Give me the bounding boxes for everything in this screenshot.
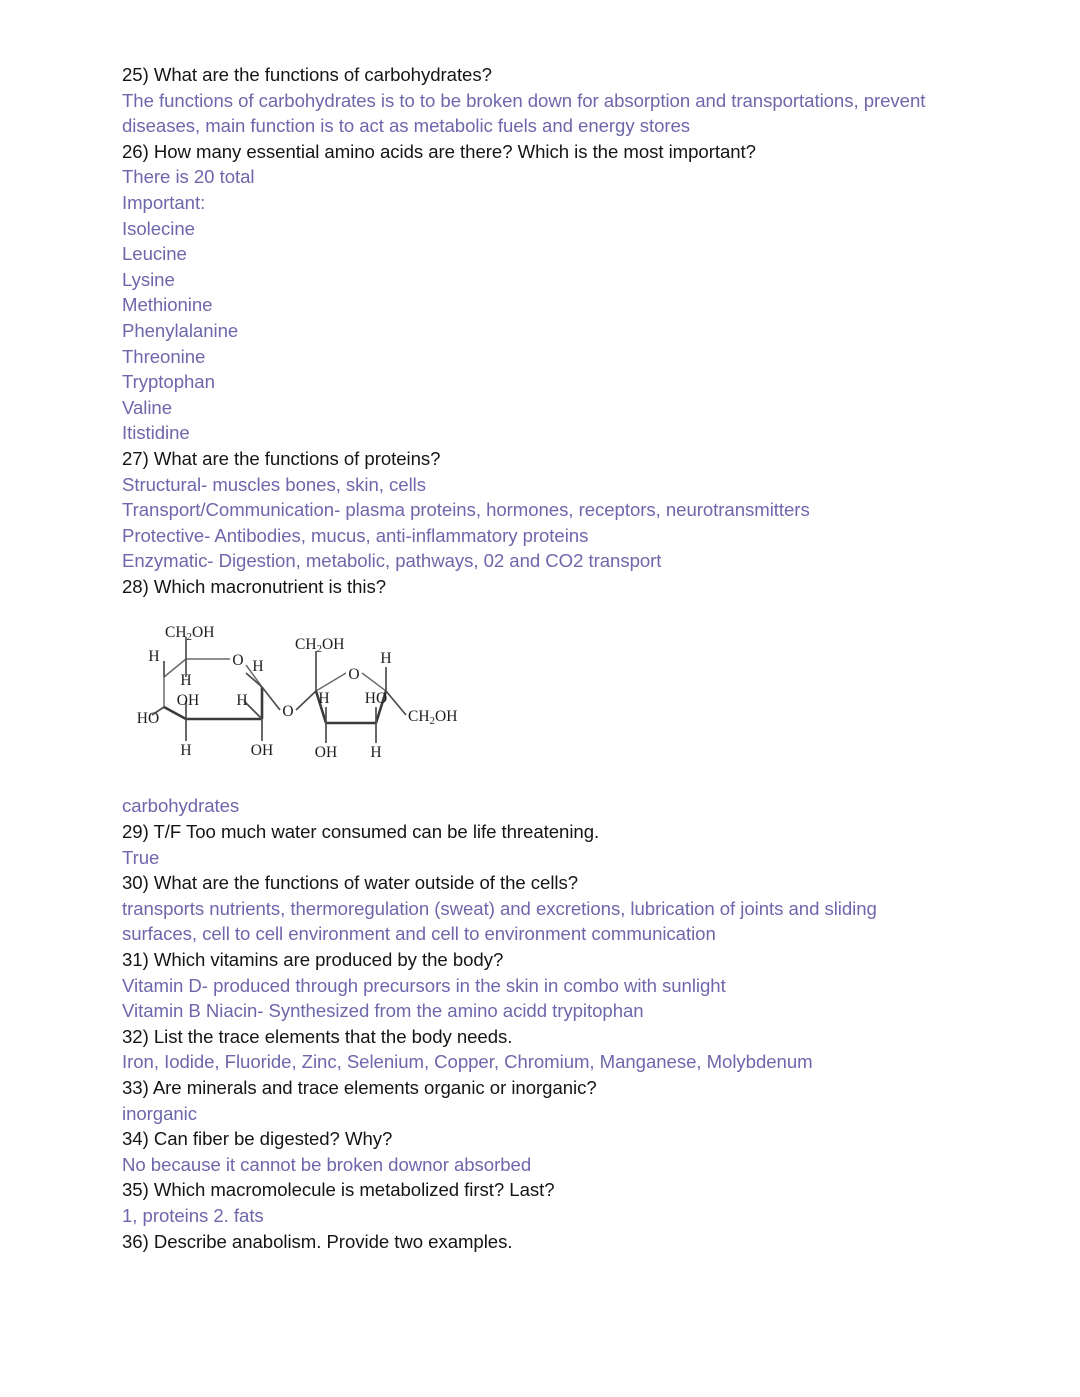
label-left-inner-oh: OH — [176, 692, 200, 710]
answer-35: 1, proteins 2. fats — [122, 1204, 264, 1226]
question-32: 32) List the trace elements that the body needs. — [122, 1025, 513, 1047]
question-36: 36) Describe anabolism. Provide two examples. — [122, 1230, 513, 1252]
answer-26-total: There is 20 total — [122, 166, 255, 188]
label-left-ring-oxygen: O — [232, 652, 244, 670]
label-left-ch2oh: CH2OH — [165, 624, 215, 644]
amino-acid-leucine: Leucine — [122, 243, 187, 265]
answer-27-structural: Structural- muscles bones, skin, cells — [122, 473, 426, 495]
answer-25: The functions of carbohydrates is to to be broken down for absorption and transportations, prevent diseases, main function is to act as metabolic fuels and energy stores — [122, 89, 931, 137]
question-34: 34) Can fiber be digested? Why? — [122, 1128, 393, 1150]
amino-acid-tryptophan: Tryptophan — [122, 371, 215, 393]
amino-acid-lysine: Lysine — [122, 268, 175, 290]
answer-34: No because it cannot be broken downor absorbed — [122, 1153, 532, 1175]
answer-28: carbohydrates — [122, 795, 240, 817]
amino-acid-valine: Valine — [122, 396, 173, 418]
label-right-bottom-oh: OH — [314, 744, 338, 762]
question-26: 26) How many essential amino acids are there? Which is the most important? — [122, 140, 756, 162]
question-27: 27) What are the functions of proteins? — [122, 447, 441, 469]
question-33: 33) Are minerals and trace elements organic or inorganic? — [122, 1077, 597, 1098]
label-right-upper-h: H — [380, 650, 392, 668]
answer-27-transport: Transport/Communication- plasma proteins, hormones, receptors, neurotransmitters — [122, 499, 810, 521]
question-31: 31) Which vitamins are produced by the body? — [122, 949, 504, 971]
answer-29: True — [122, 846, 160, 868]
sucrose-haworth-projection-figure — [134, 615, 484, 775]
question-30: 30) What are the functions of water outside of the cells? — [122, 872, 579, 894]
label-glycosidic-oxygen: O — [282, 703, 294, 721]
amino-acid-itistidine: Itistidine — [122, 422, 190, 444]
amino-acid-isolecine: Isolecine — [122, 217, 195, 239]
answer-33: inorganic — [122, 1102, 198, 1124]
answer-32: Iron, Iodide, Fluoride, Zinc, Selenium, Copper, Chromium, Manganese, Molybdenum — [122, 1051, 813, 1073]
answer-27-protective: Protective- Antibodies, mucus, anti-inflammatory proteins — [122, 524, 589, 546]
answer-30: transports nutrients, thermoregulation (sweat) and excretions, lubrication of joints and sliding surfaces, cell to cell environment and cell to environment communication — [122, 897, 882, 945]
answer-31-vitamin-b: Vitamin B Niacin- Synthesized from the amino acidd trypitophan — [122, 1000, 644, 1022]
label-left-ho: HO — [136, 710, 160, 728]
answer-27-enzymatic: Enzymatic- Digestion, metabolic, pathways, 02 and CO2 transport — [122, 550, 662, 572]
question-29: 29) T/F Too much water consumed can be life threatening. — [122, 821, 600, 843]
label-right-inner-ho: HO — [364, 690, 388, 708]
figure-container — [122, 615, 942, 787]
question-35: 35) Which macromolecule is metabolized first? Last? — [122, 1179, 555, 1201]
label-right-ch2oh-top: CH2OH — [295, 636, 345, 656]
question-25: 25) What are the functions of carbohydrates? — [122, 64, 492, 85]
label-left-inner-h: H — [180, 672, 192, 690]
question-28: 28) Which macronutrient is this? — [122, 575, 386, 597]
label-right-bottom-h: H — [370, 744, 382, 762]
label-left-upper-h: H — [148, 648, 160, 666]
amino-acid-threonine: Threonine — [122, 345, 206, 367]
label-left-upper-right-h: H — [252, 658, 264, 676]
label-left-bottom-h: H — [180, 742, 192, 760]
label-right-inner-h: H — [318, 690, 330, 708]
label-right-ring-oxygen: O — [348, 666, 360, 684]
qa-content — [122, 62, 942, 1254]
label-left-bottom-oh: OH — [250, 742, 274, 760]
label-left-inner-h2: H — [236, 692, 248, 710]
label-right-ch2oh-side: CH2OH — [408, 708, 458, 728]
amino-acid-methionine: Methionine — [122, 294, 213, 316]
answer-26-important-heading: Important: — [122, 191, 206, 213]
answer-31-vitamin-d: Vitamin D- produced through precursors in the skin in combo with sunlight — [122, 974, 726, 996]
amino-acid-phenylalanine: Phenylalanine — [122, 319, 239, 341]
